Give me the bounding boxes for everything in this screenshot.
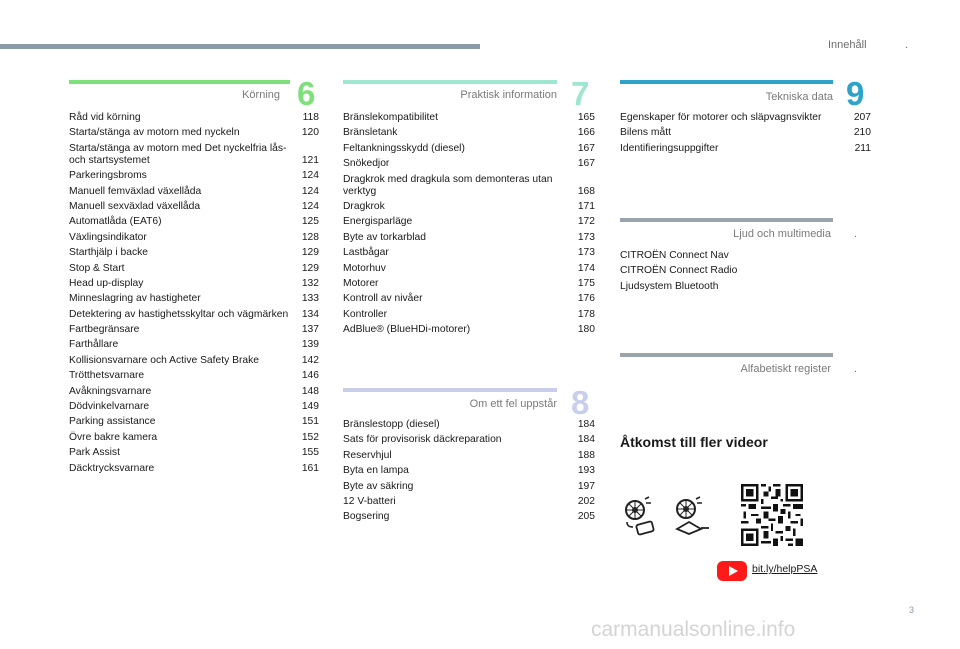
toc-entry-title: Manuell sexväxlad växellåda: [69, 200, 201, 212]
toc-entry-title: Park Assist: [69, 447, 120, 459]
toc-entry-title: Lastbågar: [343, 247, 389, 259]
toc-entry-title: Bränslestopp (diesel): [343, 419, 440, 430]
toc-entry-title: Parkeringsbroms: [69, 170, 147, 182]
index-bar: [620, 353, 833, 357]
toc-entry-page: 167: [577, 142, 595, 154]
section-9-bar: [620, 80, 833, 84]
toc-entry-page: 129: [301, 247, 319, 259]
toc-entry-title: Sats för provisorisk däckreparation: [343, 434, 502, 446]
toc-entry-page: 173: [577, 231, 595, 243]
toc-entry-title: Parking assistance: [69, 416, 156, 428]
toc-entry-title: Fartbegränsare: [69, 324, 140, 336]
section-7-number: 7: [571, 75, 590, 112]
toc-entry[interactable]: [69, 324, 319, 336]
toc-entry-title: Dragkrok: [343, 200, 385, 212]
top-decorative-bar: [0, 44, 480, 49]
toc-entry[interactable]: [69, 216, 319, 228]
toc-entry-page: 167: [577, 158, 595, 170]
toc-entry-title: Kontroller: [343, 308, 388, 320]
toc-entry-title: Däcktrycksvarnare: [69, 462, 155, 474]
toc-entry-page: 205: [577, 511, 595, 523]
toc-entry-title: Farthållare: [69, 339, 119, 351]
toc-entry-page: 211: [854, 142, 871, 154]
page-number: 3: [909, 605, 915, 615]
spare-wheel-jack-icon: [673, 495, 711, 537]
play-icon: [729, 566, 738, 576]
toc-entry-page: 128: [301, 231, 319, 243]
toc-entry[interactable]: [343, 232, 595, 244]
toc-entry[interactable]: [343, 434, 595, 446]
toc-entry[interactable]: [343, 143, 595, 155]
toc-entry-page: 118: [302, 112, 319, 123]
toc-entry-page: 171: [577, 200, 595, 212]
toc-entry-page: 207: [853, 112, 871, 123]
toc-entry-page: 120: [301, 127, 319, 139]
toc-entry-page: 155: [301, 447, 319, 459]
toc-entry-title: Egenskaper för motorer och släpvagnsvikter: [620, 112, 822, 123]
toc-entry-title: Snökedjor: [343, 158, 390, 170]
toc-entry-title: Byta en lampa: [343, 465, 409, 477]
header-dot: .: [905, 39, 909, 51]
toc-entry-page: 124: [301, 200, 319, 212]
toc-entry[interactable]: [69, 386, 319, 398]
multimedia-item[interactable]: CITROËN Connect Radio: [620, 265, 738, 277]
toc-entry[interactable]: [343, 201, 595, 213]
watermark: carmanualsonline.info: [591, 618, 796, 641]
toc-entry-title: Motorhuv: [343, 262, 386, 274]
toc-entry-page: 197: [577, 480, 595, 492]
toc-entry-title: Manuell femväxlad växellåda: [69, 185, 202, 197]
toc-entry[interactable]: [343, 324, 595, 336]
toc-entry-title: Reservhjul: [343, 449, 392, 461]
toc-entry[interactable]: [69, 170, 319, 182]
toc-entry-title: Avåkningsvarnare: [69, 385, 152, 397]
section-6-number: 6: [297, 75, 316, 112]
toc-entry-title: Trötthetsvarnare: [69, 370, 145, 382]
toc-entry[interactable]: [69, 293, 319, 305]
toc-entry-title: Byte av torkarblad: [343, 231, 426, 243]
toc-entry[interactable]: [343, 174, 595, 198]
toc-entry-page: 178: [577, 308, 595, 320]
toc-entry-title: AdBlue® (BlueHDi-motorer): [343, 324, 471, 336]
toc-entry[interactable]: [343, 450, 595, 462]
qr-code[interactable]: [741, 484, 803, 546]
toc-entry-page: 148: [301, 385, 319, 397]
section-6-bar: [69, 80, 290, 84]
toc-entry[interactable]: [69, 112, 319, 124]
toc-entry[interactable]: [69, 339, 319, 351]
toc-entry-title: Identifieringsuppgifter: [620, 142, 719, 154]
toc-entry-title: Detektering av hastighetsskyltar och vägmärken: [69, 308, 289, 320]
toc-entry[interactable]: [620, 143, 871, 155]
toc-entry-title: Byte av säkring: [343, 480, 414, 492]
toc-entry[interactable]: [69, 263, 319, 275]
toc-entry-page: 184: [577, 419, 595, 430]
multimedia-label: Ljud och multimedia: [733, 228, 831, 240]
toc-entry[interactable]: [69, 247, 319, 259]
toc-entry-page: 180: [577, 324, 595, 336]
toc-entry[interactable]: [69, 463, 319, 475]
section-6-toc: [69, 112, 319, 478]
toc-entry-page: 129: [301, 262, 319, 274]
multimedia-item[interactable]: CITROËN Connect Nav: [620, 250, 729, 261]
section-8-toc: [343, 419, 595, 527]
toc-entry-title: Stop & Start: [69, 262, 125, 274]
toc-entry[interactable]: [69, 232, 319, 244]
toc-entry-page: 139: [301, 339, 319, 351]
toc-entry-page: 210: [853, 127, 871, 139]
toc-entry[interactable]: [343, 419, 595, 431]
toc-entry-page: 202: [577, 495, 595, 507]
section-6-label: Körning: [242, 89, 280, 101]
toc-entry[interactable]: [343, 112, 595, 124]
toc-entry[interactable]: [69, 143, 319, 167]
toc-entry-title: Dödvinkelvarnare: [69, 401, 150, 413]
toc-entry[interactable]: [69, 370, 319, 382]
toc-entry-title: Starta/stänga av motorn med nyckeln: [69, 127, 240, 139]
toc-entry[interactable]: [69, 186, 319, 198]
toc-entry[interactable]: [343, 511, 595, 523]
toc-entry[interactable]: [69, 432, 319, 444]
toc-entry-title: Bränslekompatibilitet: [343, 112, 439, 123]
toc-entry[interactable]: [620, 127, 871, 139]
toc-entry-page: 175: [577, 277, 595, 289]
toc-entry-title: Övre bakre kamera: [69, 431, 158, 443]
toc-entry[interactable]: [69, 447, 319, 459]
toc-entry[interactable]: [620, 112, 871, 124]
toc-entry-page: 133: [301, 293, 319, 305]
videos-title: Åtkomst till fler videor: [620, 434, 768, 450]
toc-entry-title: Minneslagring av hastigheter: [69, 293, 201, 305]
toc-entry[interactable]: [343, 481, 595, 493]
toc-entry-title: Kollisionsvarnare och Active Safety Brake: [69, 354, 260, 366]
toc-entry[interactable]: [69, 355, 319, 367]
toc-entry-page: 121: [301, 154, 319, 166]
section-8-number: 8: [571, 384, 590, 421]
toc-entry-page: 166: [577, 127, 595, 139]
toc-entry-page: 173: [577, 247, 595, 259]
toc-entry-title: Energisparläge: [343, 216, 413, 228]
section-9-toc: [620, 112, 871, 158]
toc-entry-page: 165: [577, 112, 595, 123]
section-7-bar: [343, 80, 557, 84]
toc-entry-page: 184: [577, 434, 595, 446]
toc-entry-page: 172: [577, 216, 595, 228]
toc-entry-page: 124: [301, 170, 319, 182]
toc-entry[interactable]: [343, 127, 595, 139]
toc-entry-page: 151: [301, 416, 319, 428]
toc-entry-title: Automatlåda (EAT6): [69, 216, 162, 228]
toc-entry-title: Bogsering: [343, 511, 390, 523]
section-9-number: 9: [846, 75, 865, 112]
page-header-title: Innehåll: [828, 39, 867, 51]
toc-entry-title: Dragkrok med dragkula som demonteras utan verktyg: [343, 173, 553, 197]
section-9-label: Tekniska data: [765, 91, 833, 103]
toc-entry-page: 174: [577, 262, 595, 274]
tyre-repair-kit-icon: [621, 495, 659, 537]
toc-entry-title: Växlingsindikator: [69, 231, 147, 243]
toc-entry-title: Råd vid körning: [69, 112, 141, 123]
toc-entry[interactable]: [69, 127, 319, 139]
toc-entry[interactable]: [343, 278, 595, 290]
toc-entry[interactable]: [343, 496, 595, 508]
toc-entry-title: Starthjälp i backe: [69, 247, 148, 259]
toc-entry[interactable]: [343, 247, 595, 259]
youtube-icon[interactable]: [717, 561, 747, 581]
toc-entry[interactable]: [343, 216, 595, 228]
toc-entry-title: Motorer: [343, 277, 379, 289]
section-8-label: Om ett fel uppstår: [469, 398, 557, 410]
toc-entry[interactable]: [69, 278, 319, 290]
toc-entry-title: Bränsletank: [343, 127, 398, 139]
toc-entry-page: 132: [301, 277, 319, 289]
toc-entry[interactable]: [69, 416, 319, 428]
toc-entry-title: Head up-display: [69, 277, 144, 289]
toc-entry-page: 125: [301, 216, 319, 228]
toc-entry-title: Starta/stänga av motorn med Det nyckelfria lås- och startsystemet: [69, 142, 287, 166]
toc-entry-page: 176: [577, 293, 595, 305]
toc-entry[interactable]: [343, 263, 595, 275]
section-7-toc: [343, 112, 595, 339]
multimedia-bar: [620, 218, 833, 222]
toc-entry-title: 12 V-batteri: [343, 495, 396, 507]
index-dot: .: [854, 363, 858, 375]
section-7-label: Praktisk information: [460, 89, 557, 101]
toc-entry[interactable]: [69, 401, 319, 413]
toc-entry-title: Feltankningsskydd (diesel): [343, 142, 465, 154]
toc-entry[interactable]: [343, 309, 595, 321]
index-label: Alfabetiskt register: [740, 363, 831, 375]
toc-entry[interactable]: [69, 201, 319, 213]
toc-entry-page: 168: [577, 185, 595, 197]
toc-entry[interactable]: [69, 309, 319, 321]
toc-entry-title: Bilens mått: [620, 127, 671, 139]
toc-entry-page: 161: [301, 462, 319, 474]
toc-entry[interactable]: [343, 293, 595, 305]
multimedia-dot: .: [854, 228, 858, 240]
help-videos-link[interactable]: bit.ly/helpPSA: [752, 563, 818, 575]
toc-entry-title: Kontroll av nivåer: [343, 293, 423, 305]
toc-entry-page: 137: [301, 324, 319, 336]
toc-entry-page: 193: [577, 465, 595, 477]
toc-entry-page: 152: [301, 431, 319, 443]
toc-entry[interactable]: [343, 465, 595, 477]
multimedia-item[interactable]: Ljudsystem Bluetooth: [620, 280, 719, 292]
section-8-bar: [343, 388, 557, 392]
toc-entry-page: 142: [301, 354, 319, 366]
toc-entry-page: 124: [301, 185, 319, 197]
toc-entry-page: 134: [301, 308, 319, 320]
toc-entry-page: 188: [577, 449, 595, 461]
toc-entry[interactable]: [343, 158, 595, 170]
toc-entry-page: 149: [301, 401, 319, 413]
multimedia-list: [620, 248, 860, 294]
toc-entry-page: 146: [301, 370, 319, 382]
